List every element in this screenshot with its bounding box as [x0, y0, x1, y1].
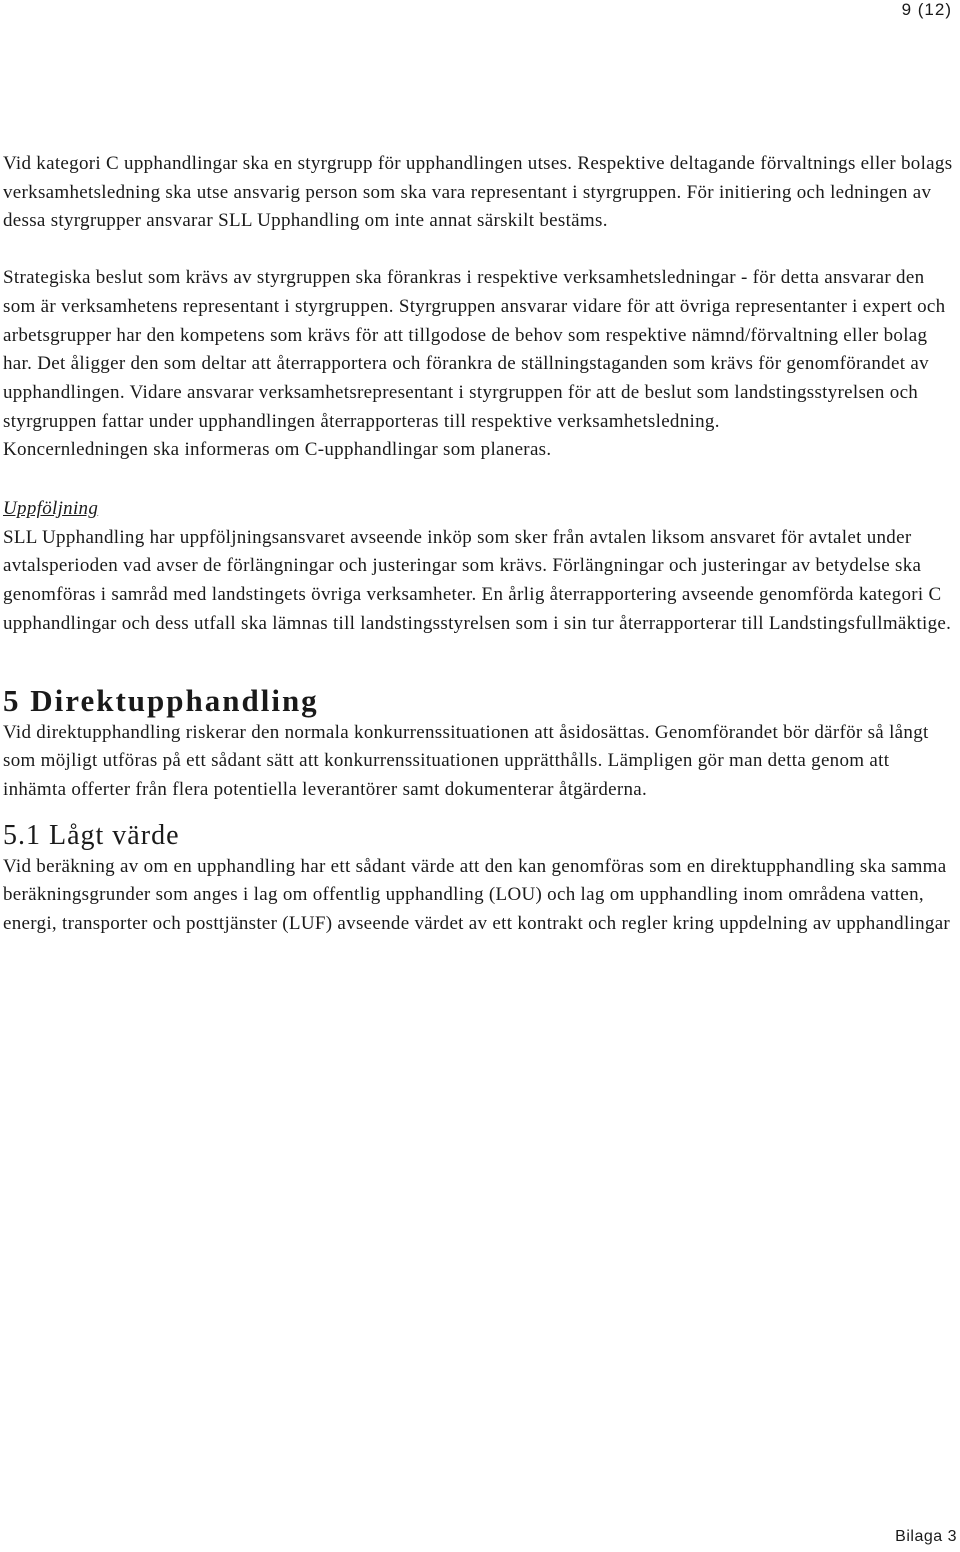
paragraph-koncernledningen: Koncernledningen ska informeras om C-upphandlingar som planeras. — [3, 439, 552, 461]
subheading-uppfoljning: Uppföljning — [3, 498, 99, 520]
document-body — [3, 150, 953, 939]
paragraph-direktupphandling: Vid direktupphandling riskerar den normala konkurrenssituationen att åsidosättas. Genomförandet bör därför så långt som möjligt utföras på ett sådant sätt att konkurrenssituationen upprätthålls. Lämpligen gör man detta genom att inhämta offerter från flera potentiella leverantörer samt dokumenterar åtgärderna. — [3, 721, 929, 800]
footer-label: Bilaga 3 — [895, 1528, 957, 1545]
paragraph-uppfoljning: SLL Upphandling har uppföljningsansvaret avseende inköp som sker från avtalen liksom ansvaret för avtalet under avtalsperioden vad avser de förlängningar och justeringar som krävs. Förlängningar och justeringar av betydelse ska genomföras i samråd med landstingets övriga verksamheter. En årlig återrapportering avseende genomförda kategori C upphandlingar och dess utfall ska lämnas till landstingsstyrelsen som i sin tur återrapporterar till Landstingsfullmäktige. — [3, 526, 952, 634]
paragraph-lagt-varde: Vid beräkning av om en upphandling har ett sådant värde att den kan genomföras som en direktupphandling ska samma beräkningsgrunder som anges i lag om offentlig upphandling (LOU) och lag om upphandling inom områdena vatten, energi, transporter och posttjänster (LUF) avseende värdet av ett kontrakt och regler kring uppdelning av upphandlingar — [3, 855, 951, 935]
paragraph-strategiska-beslut: Strategiska beslut som krävs av styrgruppen ska förankras i respektive verksamhetsledningar - för detta ansvarar den som är verksamhetens representant i styrgruppen. Styrgruppen ansvarar vidare för att övriga representanter i expert och arbetsgrupper har den kompetens som krävs för att tillgodose de behov som respektive nämnd/förvaltning eller bolag har. Det åligger den som deltar att återrapportera och förankra de ställningstaganden som krävs för genomförandet av upphandlingen. Vidare ansvarar verksamhetsrepresentant i styrgruppen för att de beslut som landstingsstyrelsen och styrgruppen fattar under upphandlingen återrapporteras till respektive verksamhetsledning. — [3, 267, 946, 432]
heading-lagt-varde: 5.1 Lågt värde — [3, 819, 180, 851]
paragraph-styrgrupp: Vid kategori C upphandlingar ska en styrgrupp för upphandlingen utses. Respektive deltagande förvaltnings eller bolags verksamhetsledning ska utse ansvarig person som ska vara representant i styrgruppen. För initiering och ledningen av dessa styrgrupper ansvarar SLL Upphandling om inte annat särskilt bestäms. — [3, 153, 953, 232]
page-number: 9 (12) — [901, 0, 952, 19]
heading-direktupphandling: 5 Direktupphandling — [3, 682, 319, 718]
